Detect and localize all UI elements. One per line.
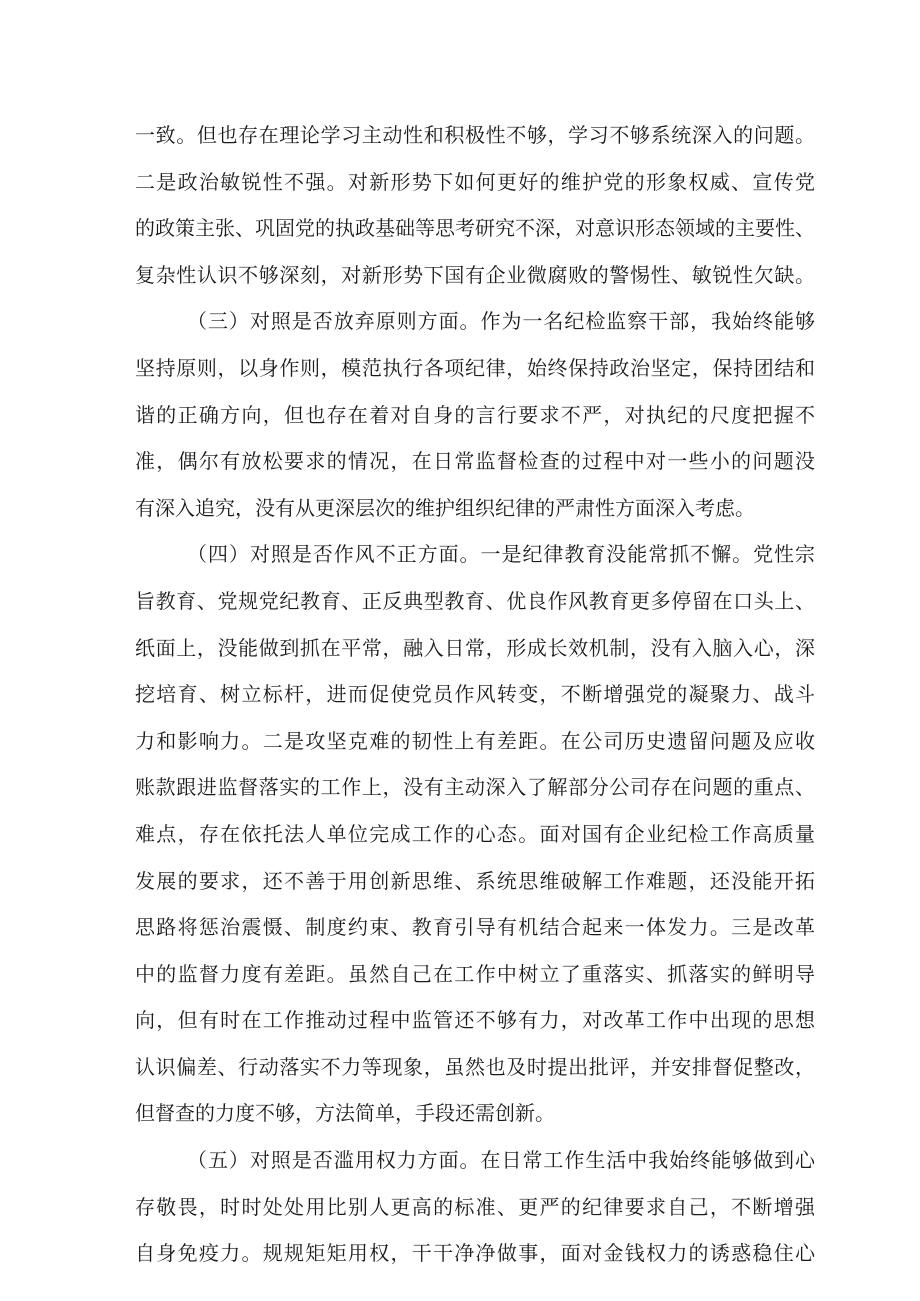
text-line: 向，但有时在工作推动过程中监管还不够有力，对改革工作中出现的思想 [135,1008,815,1033]
text-line: 纸面上，没能做到抓在平常，融入日常，形成长效机制，没有入脑入心，深 [135,635,815,660]
text-line: 发展的要求，还不善于用创新思维、系统思维破解工作难题，还没能开拓 [135,868,815,893]
text-line: 二是政治敏锐性不强。对新形势下如何更好的维护党的形象权威、宣传党 [135,169,815,194]
text-line-section-4-start: （四）对照是否作风不正方面。一是纪律教育没能常抓不懈。党性宗 [187,542,815,567]
text-line: 难点，存在依托法人单位完成工作的心态。面对国有企业纪检工作高质量 [135,821,815,846]
text-line: 挖培育、树立标杆，进而促使党员作风转变，不断增强党的凝聚力、战斗 [135,682,815,707]
text-line: 准，偶尔有放松要求的情况，在日常监督检查的过程中对一些小的问题没 [135,449,815,474]
text-line: 力和影响力。二是攻坚克难的韧性上有差距。在公司历史遗留问题及应收 [135,728,815,753]
text-line: 一致。但也存在理论学习主动性和积极性不够，学习不够系统深入的问题。 [135,123,815,147]
text-line-section-5-start: （五）对照是否滥用权力方面。在日常工作生活中我始终能够做到心 [187,1148,815,1173]
text-line: 中的监督力度有差距。虽然自己在工作中树立了重落实、抓落实的鲜明导 [135,961,815,986]
document-body [135,112,815,1277]
text-line: 复杂性认识不够深刻，对新形势下国有企业微腐败的警惕性、敏锐性欠缺。 [135,262,815,287]
text-line: 旨教育、党规党纪教育、正反典型教育、优良作风教育更多停留在口头上、 [135,588,815,613]
text-line: 的政策主张、巩固党的执政基础等思考研究不深，对意识形态领域的主要性、 [135,216,815,241]
text-line: 思路将惩治震慑、制度约束、教育引导有机结合起来一体发力。三是改革 [135,915,815,940]
text-line: 但督查的力度不够，方法简单，手段还需创新。 [135,1101,555,1126]
text-line: 有深入追究，没有从更深层次的维护组织纪律的严肃性方面深入考虑。 [135,495,755,520]
text-line: 存敬畏，时时处处用比别人更高的标准、更严的纪律要求自己，不断增强 [135,1194,815,1219]
text-line: 认识偏差、行动落实不力等现象，虽然也及时提出批评，并安排督促整改， [135,1054,815,1079]
text-line: 账款跟进监督落实的工作上，没有主动深入了解部分公司存在问题的重点、 [135,775,815,800]
text-line: 坚持原则，以身作则，模范执行各项纪律，始终保持政治坚定，保持团结和 [135,355,815,380]
text-line: 谐的正确方向，但也存在着对自身的言行要求不严，对执纪的尺度把握不 [135,402,815,427]
text-line: 自身免疫力。规规矩矩用权，干干净净做事，面对金钱权力的诱惑稳住心 [135,1241,815,1266]
text-line-section-3-start: （三）对照是否放弃原则方面。作为一名纪检监察干部，我始终能够 [187,309,815,334]
